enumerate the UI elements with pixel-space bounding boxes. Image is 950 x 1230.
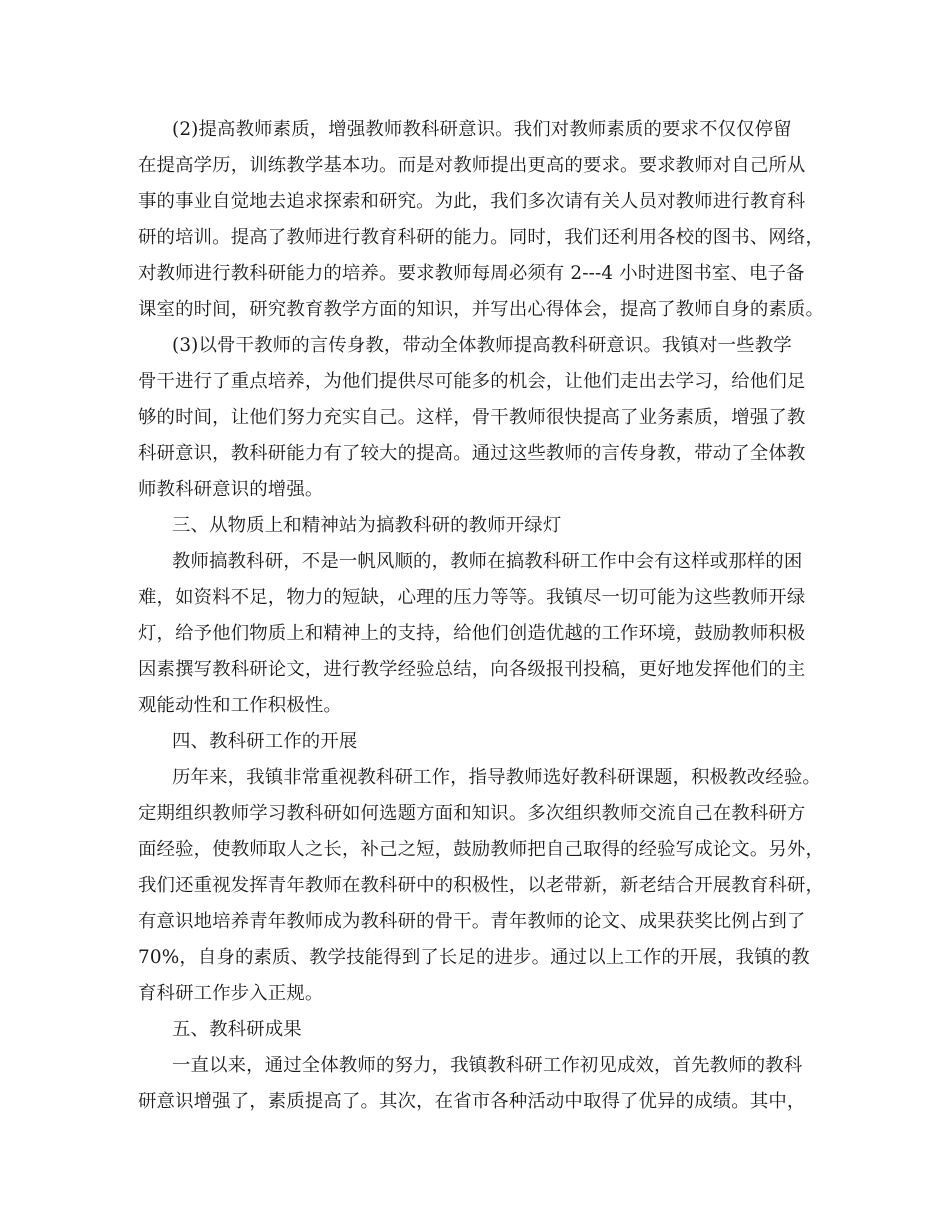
paragraph-line: (2)提高教师素质，增强教师教科研意识。我们对教师素质的要求不仅仅停留 — [172, 119, 792, 140]
paragraph-line: 我们还重视发挥青年教师在教科研中的积极性，以老带新，新老结合开展教育科研， — [138, 875, 825, 896]
paragraph-line: 教师搞教科研，不是一帆风顺的，教师在搞教科研工作中会有这样或那样的困 — [172, 551, 803, 572]
paragraph-line: 难，如资料不足，物力的短缺，心理的压力等等。我镇尽一切可能为这些教师开绿 — [138, 587, 806, 608]
paragraph-line: 事的事业自觉地去追求探索和研究。为此，我们多次请有关人员对教师进行教育科 — [138, 191, 806, 212]
paragraph-line: 师教科研意识的增强。 — [138, 479, 324, 500]
paragraph-line: 研意识增强了，素质提高了。其次，在省市各种活动中取得了优异的成绩。其中， — [138, 1091, 806, 1112]
paragraph-line: 在提高学历，训练教学基本功。而是对教师提出更高的要求。要求教师对自己所从 — [138, 155, 806, 176]
paragraph-line: 70%，自身的素质、教学技能得到了长足的进步。通过以上工作的开展，我镇的教 — [138, 947, 810, 968]
paragraph-line: 定期组织教师学习教科研如何选题方面和知识。多次组织教师交流自己在教科研方 — [138, 803, 806, 824]
document-body — [138, 112, 828, 1120]
paragraph-line: 有意识地培养青年教师成为教科研的骨干。青年教师的论文、成果获奖比例占到了 — [138, 911, 806, 932]
paragraph-line: 课室的时间，研究教育教学方面的知识，并写出心得体会，提高了教师自身的素质。 — [138, 299, 825, 320]
paragraph-line: 够的时间，让他们努力充实自己。这样，骨干教师很快提高了业务素质，增强了教 — [138, 407, 806, 428]
paragraph-line: 历年来，我镇非常重视教科研工作，指导教师选好教科研课题，积极教改经验。 — [172, 767, 821, 788]
paragraph-line: 一直以来，通过全体教师的努力，我镇教科研工作初见成效，首先教师的教科 — [172, 1055, 803, 1076]
paragraph-line: 科研意识，教科研能力有了较大的提高。通过这些教师的言传身教，带动了全体教 — [138, 443, 806, 464]
paragraph-line: 育科研工作步入正规。 — [138, 983, 324, 1004]
paragraph-line: 对教师进行教科研能力的培养。要求教师每周必须有 2---4 小时进图书室、电子备 — [138, 263, 805, 284]
paragraph-line: 三、从物质上和精神站为搞教科研的教师开绿灯 — [172, 515, 562, 536]
paragraph-line: 研的培训。提高了教师进行教育科研的能力。同时，我们还利用各校的图书、网络， — [138, 227, 825, 248]
paragraph-line: (3)以骨干教师的言传身教，带动全体教师提高教科研意识。我镇对一些教学 — [172, 335, 792, 356]
paragraph-line: 面经验，使教师取人之长，补己之短，鼓励教师把自己取得的经验写成论文。另外， — [138, 839, 825, 860]
paragraph-line: 观能动性和工作积极性。 — [138, 695, 342, 716]
paragraph-line: 骨干进行了重点培养，为他们提供尽可能多的机会，让他们走出去学习，给他们足 — [138, 371, 806, 392]
paragraph-line: 灯，给予他们物质上和精神上的支持，给他们创造优越的工作环境，鼓励教师积极 — [138, 623, 806, 644]
paragraph-line: 因素撰写教科研论文，进行教学经验总结，向各级报刊投稿，更好地发挥他们的主 — [138, 659, 806, 680]
paragraph-line: 五、教科研成果 — [172, 1019, 302, 1040]
paragraph-line: 四、教科研工作的开展 — [172, 731, 358, 752]
